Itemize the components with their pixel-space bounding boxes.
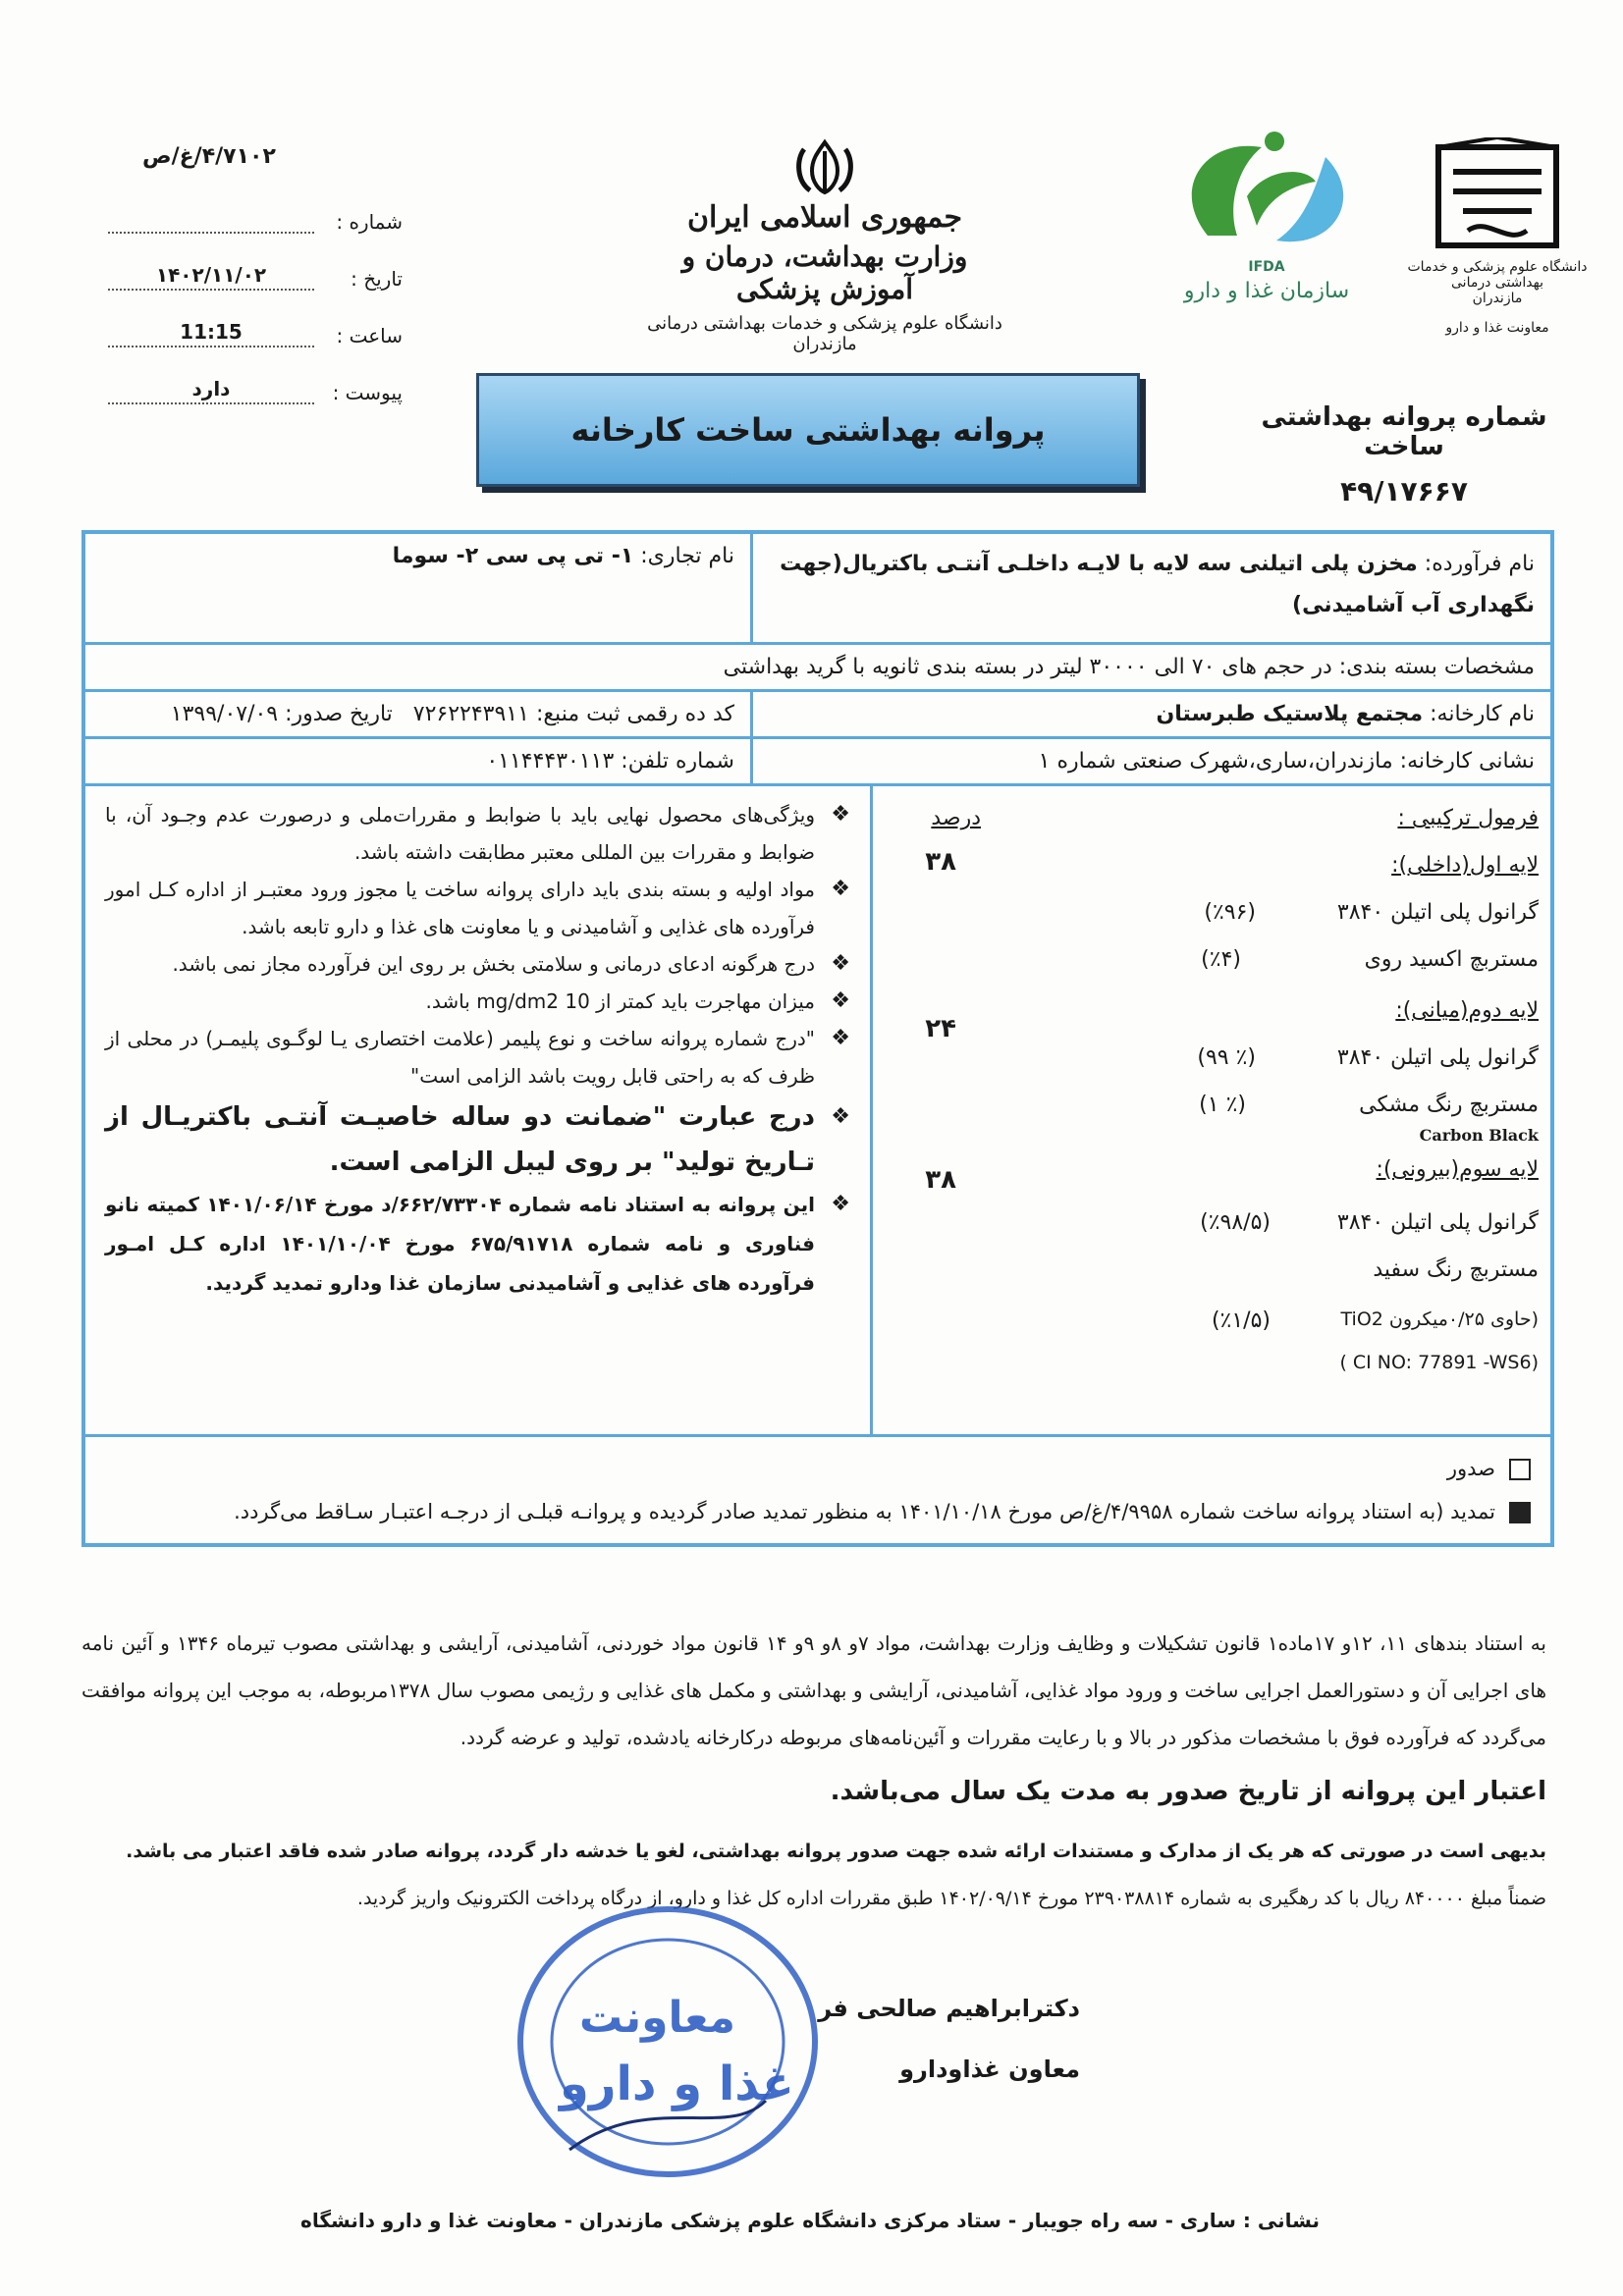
header-fields (108, 177, 403, 404)
ifda-logo-block (1159, 128, 1375, 303)
brand-cell (85, 534, 753, 642)
address-label: نشانی کارخانه: (1399, 749, 1535, 774)
layer-2-percent: ۲۴ (925, 1014, 956, 1043)
phone-cell (85, 739, 753, 783)
layer-1-item-1-percent: (٪۹۶) (1204, 900, 1256, 925)
layer-3-item-3: (حاوی ۰/۲۵میکرون TiO2 (1340, 1308, 1539, 1330)
legal-paragraph: به استناد بندهای ۱۱، ۱۲و ۱۷ماده۱ قانون تشکیلات و وظایف وزارت بهداشت، مواد ۷و ۸و ۹و ۱۴ قانون مواد خوردنی، آشامیدنی، آرایشی و بهداشتی مصوب تیرماه ۱۳۴۶ و آئین نامه های اجرایی آن و دستورالعمل اجرایی ساخت و ورود مواد غذایی، آشامیدنی، آرایشی و بهداشتی و مکمل های غذایی و رژیمی مصوب سال ۱۳۷۸مربوطه، به موجب این پروانه موافقت می‌گردد که فرآورده فوق با مشخصات مذکور در بالا و با رعایت مقررات و آئین‌نامه‌های مربوطه درکارخانه یادشده، تولید و عرضه گردد. (81, 1631, 1546, 1749)
issue-checkbox (1509, 1459, 1531, 1480)
bullet-icon: ❖ (831, 988, 850, 1013)
bullet-icon: ❖ (831, 802, 850, 827)
factory-cell (753, 692, 1550, 736)
license-number-label: شماره پروانه بهداشتی ساخت (1261, 402, 1547, 461)
layer-2-label: لایه دوم(میانی): (1395, 998, 1539, 1023)
note-text: درج هرگونه ادعای درمانی و سلامتی بخش بر روی این فرآورده مجاز نمی باشد. (172, 952, 815, 976)
university-logo-block (1394, 137, 1600, 336)
note-text: میزان مهاجرت باید کمتر از 10 mg/dm2 باشد. (425, 989, 815, 1013)
renew-option (105, 1490, 1531, 1533)
bullet-icon: ❖ (831, 877, 850, 901)
signatory-role: معاون غذاودارو (899, 2056, 1080, 2083)
phone-value: ۰۱۱۴۴۴۳۰۱۱۳ (486, 749, 615, 774)
address-cell (753, 739, 1550, 783)
phone-label: شماره تلفن: (621, 749, 734, 774)
issue-option (105, 1447, 1531, 1490)
bullet-icon: ❖ (831, 1192, 850, 1216)
university-line-2: مازندران (1472, 291, 1523, 306)
layer-3-item-1-percent: (٪۹۸/۵) (1200, 1210, 1271, 1235)
document-title: پروانه بهداشتی ساخت کارخانه (476, 373, 1140, 487)
number-label: شماره : (336, 210, 403, 234)
layer-3-percent: ۳۸ (925, 1165, 956, 1195)
address-row (85, 739, 1550, 786)
layer-1-label: لایه اول(داخلی): (1391, 853, 1539, 878)
emblem-line-1: جمهوری اسلامی ایران (686, 200, 963, 235)
renew-checkbox (1509, 1502, 1531, 1523)
reference-number: ۴/۷۱۰۲/غ/ص (142, 144, 276, 169)
note-text: "درج شماره پروانه ساخت و نوع پلیمر (علامت اختصاری یـا لوگـوی پلیمـر) در محلی از ظرف که به راحتی قابل رویت باشد الزامی است" (105, 1027, 815, 1088)
packaging-label: مشخصات بسته بندی: (1338, 655, 1535, 679)
license-number-block (1247, 402, 1561, 507)
layer-3-ci-number: ( CI NO: 77891 -WS6) (1339, 1352, 1539, 1373)
note-item (105, 983, 850, 1020)
signatory-name: دکترابراهیم صالحی فر (818, 1995, 1080, 2022)
layer-2-item-2-english: Carbon Black (1419, 1126, 1539, 1145)
factory-value: مجتمع پلاستیک طبرستان (1156, 702, 1424, 726)
note-item (105, 871, 850, 945)
packaging-row (85, 645, 1550, 692)
issue-option-label: صدور (1446, 1457, 1495, 1480)
bullet-icon: ❖ (831, 951, 850, 976)
attachment-label: پیوست : (332, 381, 403, 404)
formula-notes-row (85, 786, 1550, 1437)
product-cell (753, 534, 1550, 642)
condition-line-2: ضمناً مبلغ ۸۴۰۰۰۰ ریال با کد رهگیری به شماره ۲۳۹۰۳۸۸۱۴ مورخ ۱۴۰۲/۰۹/۱۴ طبق مقررات اداره کل غذا و دارو، از درگاه پرداخت الکترونیک واریز گردید. (356, 1888, 1546, 1909)
layer-3-label: لایه سوم(بیرونی): (1376, 1157, 1539, 1182)
layer-1-item-2: مستربچ اکسید روی (1364, 947, 1539, 972)
renewal-section (85, 1437, 1550, 1543)
note-text: ویژگی‌های محصول نهایی باید با ضوابط و مقررات‌ملی و درصورت عدم وجـود آن، با ضوابط و مقررات بین المللی معتبر مطابقت داشته باشد. (105, 803, 815, 864)
time-label: ساعت : (336, 324, 403, 347)
license-info-table (81, 530, 1554, 1547)
layer-3-item-3-percent: (٪۱/۵) (1211, 1308, 1271, 1333)
university-logo-icon (1419, 137, 1576, 255)
notes-section (85, 786, 873, 1434)
note-item (105, 1185, 850, 1303)
note-text: این پروانه به استناد نامه شماره ۶۶۲/۷۳۳۰۴/د مورخ ۱۴۰۱/۰۶/۱۴ کمیته نانو فناوری و نامه شماره ۶۷۵/۹۱۷۱۸ مورخ ۱۴۰۱/۱۰/۰۴ اداره کـل امـور فرآورده های غذایی و آشامیدنی سازمان غذا ودارو تمدید گردید. (105, 1193, 816, 1295)
emblem-line-2: وزارت بهداشت، درمان و آموزش پزشکی (681, 240, 968, 305)
brand-label: نام تجاری: (640, 544, 734, 568)
product-label: نام فرآورده: (1424, 552, 1535, 576)
renew-option-label: تمدید (به استناد پروانه ساخت شماره ۴/۹۹۵۸/غ/ص مورخ ۱۴۰۱/۱۰/۱۸ به منظور تمدید صادر گردیده و پروانـه قبلـی از درجـه اعتبـار سـاقط می‌گردد. (234, 1500, 1495, 1523)
license-number-value: ۴۹/۱۷۶۶۷ (1340, 475, 1468, 507)
layer-1-percent: ۳۸ (925, 847, 956, 877)
bullet-icon: ❖ (831, 1104, 850, 1129)
layer-2-item-2-percent: (٪ ۱) (1199, 1093, 1246, 1117)
date-value: ۱۴۰۲/۱۱/۰۲ (108, 263, 314, 291)
issue-date-label: تاریخ صدور: (285, 702, 393, 726)
validity-statement: اعتبار این پروانه از تاریخ صدور به مدت یک سال می‌باشد. (830, 1777, 1546, 1806)
product-row (85, 534, 1550, 645)
layer-2-item-1-percent: (٪ ۹۹) (1197, 1045, 1256, 1070)
note-text: درج عبارت "ضمانت دو ساله خاصیـت آنتـی باکتریـال از تـاریخ تولید" بر روی لیبل الزامی است. (105, 1102, 815, 1177)
note-item (105, 1095, 850, 1185)
packaging-value: در حجم های ۷۰ الی ۳۰۰۰۰ لیتر در بسته بندی ثانویه با گرید بهداشتی (723, 655, 1332, 679)
ifda-english: IFDA (1248, 259, 1285, 275)
number-value (108, 230, 314, 234)
university-line-3: معاونت غذا و دارو (1445, 320, 1549, 336)
registration-cell (85, 692, 753, 736)
registration-label: کد ده رقمی ثبت منبع: (535, 702, 734, 726)
ministry-emblem-block (638, 137, 1011, 354)
note-item (105, 796, 850, 871)
layer-3-item-1: گرانول پلی اتیلن ۳۸۴۰ (1336, 1210, 1539, 1235)
layer-3-item-2: مستربچ رنگ سفید (1373, 1257, 1539, 1282)
layer-2-item-1: گرانول پلی اتیلن ۳۸۴۰ (1336, 1045, 1539, 1070)
layer-1-item-1: گرانول پلی اتیلن ۳۸۴۰ (1336, 900, 1539, 925)
date-row (108, 234, 403, 291)
product-value: مخزن پلی اتیلنی سه لایه با لایـه داخلـی آنتـی باکتریال(جهت نگهداری آب آشامیدنی) (780, 552, 1535, 617)
ifda-persian: سازمان غذا و دارو (1183, 279, 1350, 303)
factory-row (85, 692, 1550, 739)
address-value: مازندران،ساری،شهرک صنعتی شماره ۱ (1038, 749, 1393, 774)
layer-2-item-2: مستربچ رنگ مشکی (1359, 1093, 1539, 1117)
factory-label: نام کارخانه: (1430, 702, 1535, 726)
ifda-logo-icon (1168, 128, 1365, 255)
registration-value: ۷۲۶۲۲۴۳۹۱۱ (412, 702, 529, 726)
signature-block (589, 1978, 1080, 2100)
university-line-1: دانشگاه علوم پزشکی و خدمات بهداشتی درمانی (1407, 259, 1588, 291)
footer-address: نشانی : ساری - سه راه جویبار - ستاد مرکزی دانشگاه علوم پزشکی مازندران - معاونت غذا و دارو دانشگاه (300, 2209, 1320, 2232)
time-value: 11:15 (108, 320, 314, 347)
layer-1-item-2-percent: (٪۴) (1201, 947, 1241, 972)
stamp-text-2: غذا و دارو (560, 2056, 794, 2111)
time-row (108, 291, 403, 347)
note-item (105, 945, 850, 983)
note-item (105, 1020, 850, 1095)
stamp-text-1: معاونت (579, 1993, 736, 2043)
date-label: تاریخ : (351, 267, 403, 291)
formula-title: فرمول ترکیبی : (1397, 806, 1539, 830)
condition-line-1: بدیهی است در صورتی که هر یک از مدارک و مستندات ارائه شده جهت صدور پروانه بهداشتی، لغو یا خدشه دار گردد، پروانه صادر شده فاقد اعتبار می باشد. (126, 1841, 1546, 1862)
attachment-row (108, 347, 403, 404)
bullet-icon: ❖ (831, 1026, 850, 1050)
brand-value: ۱- تی پی سی ۲- سوما (392, 544, 634, 568)
issue-date-value: ۱۳۹۹/۰۷/۰۹ (170, 702, 279, 726)
percent-header: درصد (931, 806, 981, 830)
attachment-value: دارد (108, 377, 314, 404)
emblem-line-3: دانشگاه علوم پزشکی و خدمات بهداشتی درمانی مازندران (647, 313, 1002, 354)
formula-section (873, 786, 1550, 1434)
note-text: مواد اولیه و بسته بندی باید دارای پروانه ساخت یا مجوز ورود معتبـر از اداره کـل امور فرآورده های غذایی و آشامیدنی و یا معاونت های غذا و دارو تابعه باشد. (105, 878, 815, 938)
packaging-cell (85, 645, 1550, 689)
number-row (108, 177, 403, 234)
iran-emblem-icon (790, 137, 859, 196)
